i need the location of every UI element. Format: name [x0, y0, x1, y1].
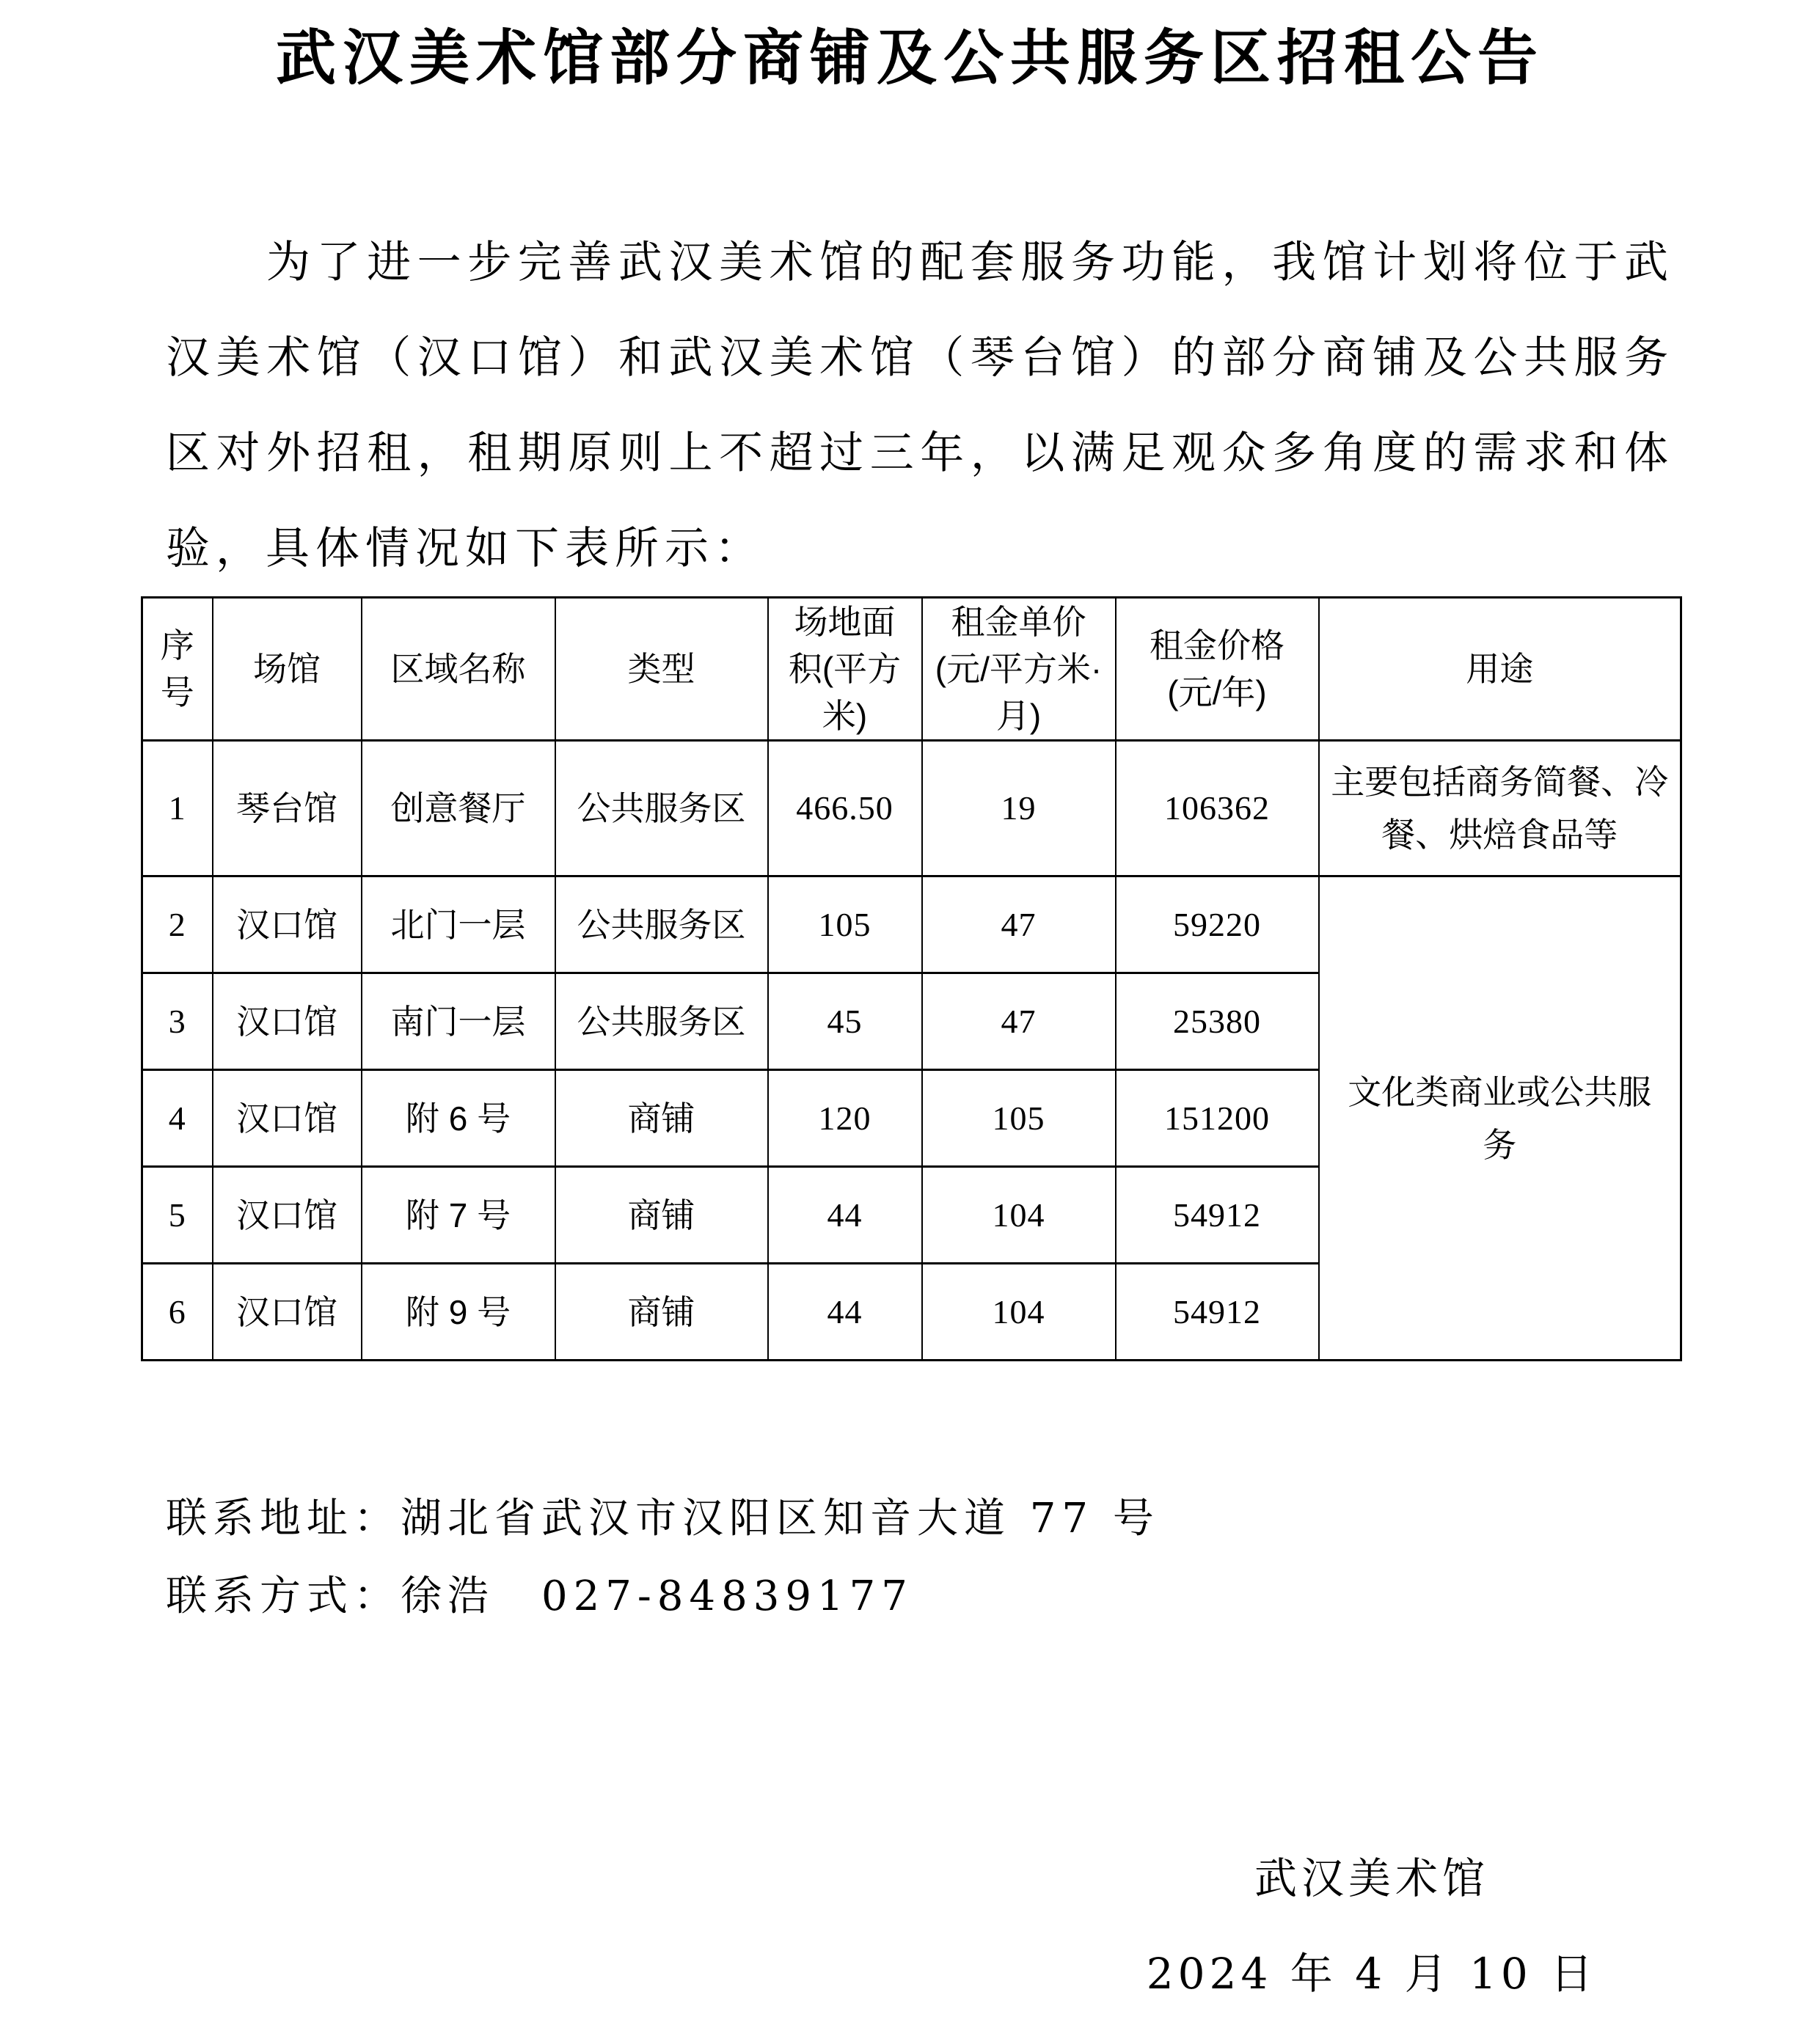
cell-annual-rent: 25380 — [1116, 973, 1319, 1070]
cell-size: 45 — [768, 973, 922, 1070]
cell-no: 3 — [142, 973, 213, 1070]
header-no: 序号 — [142, 598, 213, 741]
signature-date: 2024 年 4 月 10 日 — [1146, 1949, 1598, 1999]
cell-venue: 汉口馆 — [213, 1070, 362, 1167]
cell-area-name: 附 7 号 — [362, 1167, 555, 1264]
paragraph-line: 验，具体情况如下表所示： — [166, 524, 764, 573]
contact-phone: 联系方式：徐浩 027-84839177 — [166, 1573, 913, 1620]
cell-unit-price: 19 — [922, 741, 1116, 876]
cell-annual-rent: 151200 — [1116, 1070, 1319, 1167]
cell-size: 466.50 — [768, 741, 922, 876]
cell-venue: 汉口馆 — [213, 973, 362, 1070]
header-unit-price: 租金单价(元/平方米·月) — [922, 598, 1116, 741]
cell-unit-price: 104 — [922, 1167, 1116, 1264]
cell-venue: 琴台馆 — [213, 741, 362, 876]
intro-paragraph — [166, 215, 1674, 596]
cell-area-name: 创意餐厅 — [362, 741, 555, 876]
table-header-row — [142, 598, 1681, 741]
cell-unit-price: 47 — [922, 973, 1116, 1070]
cell-type: 公共服务区 — [555, 741, 768, 876]
cell-no: 1 — [142, 741, 213, 876]
signature-block — [1042, 1831, 1702, 2021]
cell-size: 105 — [768, 876, 922, 973]
cell-type: 商铺 — [555, 1264, 768, 1361]
table-row — [142, 741, 1681, 876]
cell-usage-merged: 文化类商业或公共服务 — [1319, 876, 1681, 1361]
paragraph-line: 汉美术馆（汉口馆）和武汉美术馆（琴台馆）的部分商铺及公共服务 — [166, 333, 1674, 382]
header-venue: 场馆 — [213, 598, 362, 741]
cell-type: 公共服务区 — [555, 876, 768, 973]
header-area-name: 区域名称 — [362, 598, 555, 741]
cell-type: 商铺 — [555, 1070, 768, 1167]
cell-annual-rent: 59220 — [1116, 876, 1319, 973]
cell-area-name: 北门一层 — [362, 876, 555, 973]
header-usage: 用途 — [1319, 598, 1681, 741]
cell-annual-rent: 54912 — [1116, 1264, 1319, 1361]
cell-no: 5 — [142, 1167, 213, 1264]
cell-annual-rent: 54912 — [1116, 1167, 1319, 1264]
cell-unit-price: 47 — [922, 876, 1116, 973]
contact-block — [166, 1480, 1820, 1636]
header-type: 类型 — [555, 598, 768, 741]
signature-org: 武汉美术馆 — [1254, 1853, 1489, 1903]
cell-annual-rent: 106362 — [1116, 741, 1319, 876]
header-annual-rent: 租金价格(元/年) — [1116, 598, 1319, 741]
cell-venue: 汉口馆 — [213, 1264, 362, 1361]
cell-size: 120 — [768, 1070, 922, 1167]
paragraph-line: 区对外招租，租期原则上不超过三年，以满足观众多角度的需求和体 — [166, 428, 1674, 477]
cell-type: 公共服务区 — [555, 973, 768, 1070]
cell-area-name: 附 9 号 — [362, 1264, 555, 1361]
cell-unit-price: 105 — [922, 1070, 1116, 1167]
cell-no: 2 — [142, 876, 213, 973]
cell-area-name: 附 6 号 — [362, 1070, 555, 1167]
cell-area-name: 南门一层 — [362, 973, 555, 1070]
header-size: 场地面积(平方米) — [768, 598, 922, 741]
cell-size: 44 — [768, 1167, 922, 1264]
cell-venue: 汉口馆 — [213, 1167, 362, 1264]
cell-no: 6 — [142, 1264, 213, 1361]
cell-venue: 汉口馆 — [213, 876, 362, 973]
cell-unit-price: 104 — [922, 1264, 1116, 1361]
cell-type: 商铺 — [555, 1167, 768, 1264]
paragraph-line: 为了进一步完善武汉美术馆的配套服务功能，我馆计划将位于武 — [266, 238, 1674, 287]
cell-usage: 主要包括商务简餐、冷餐、烘焙食品等 — [1319, 741, 1681, 876]
cell-size: 44 — [768, 1264, 922, 1361]
page-title: 武汉美术馆部分商铺及公共服务区招租公告 — [275, 25, 1544, 92]
table-row — [142, 876, 1681, 973]
rental-table — [141, 596, 1682, 1361]
cell-no: 4 — [142, 1070, 213, 1167]
contact-address: 联系地址：湖北省武汉市汉阳区知音大道 77 号 — [166, 1495, 1160, 1542]
